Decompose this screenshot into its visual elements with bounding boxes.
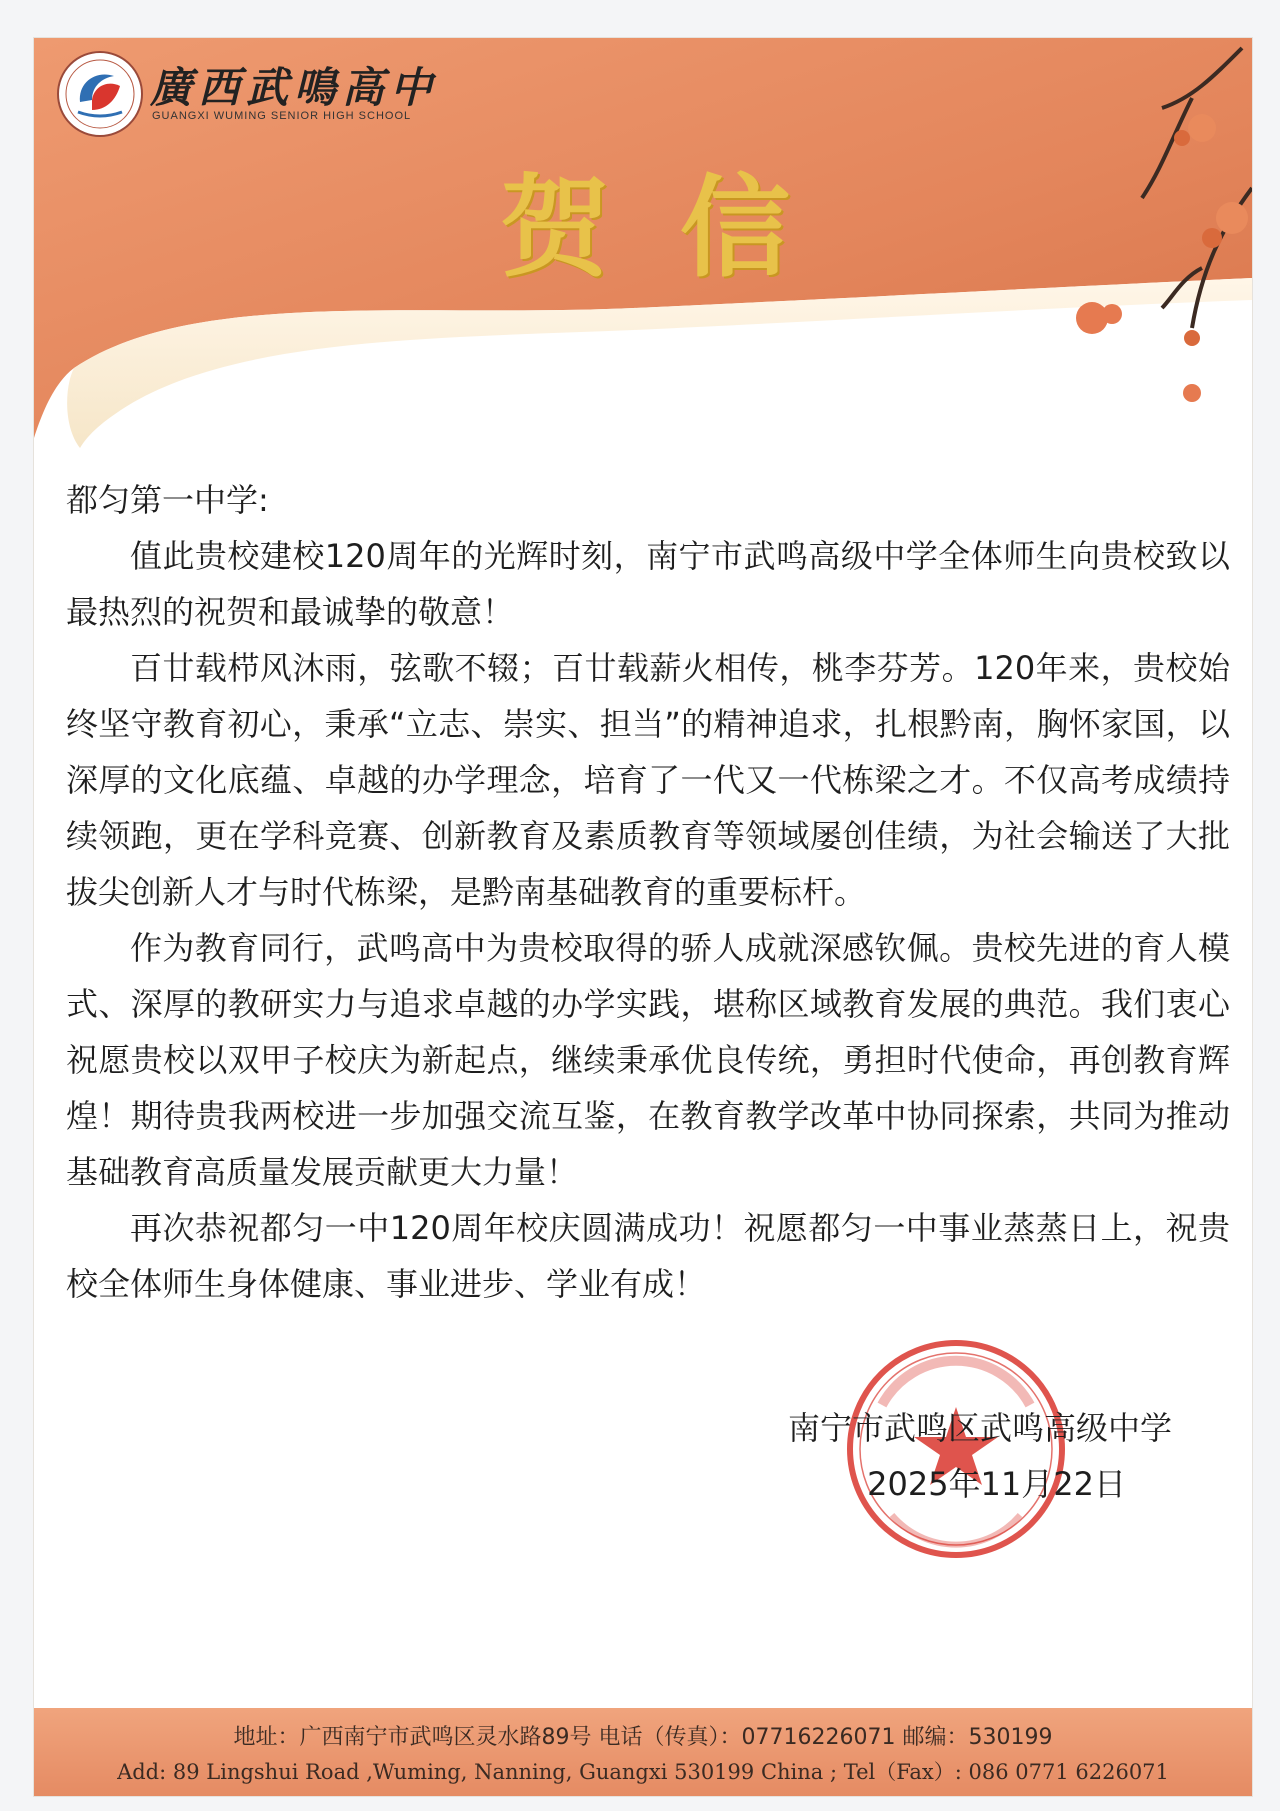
letter-title: 贺信 (500, 163, 860, 292)
school-name-english: GUANGXI WUMING SENIOR HIGH SCHOOL (152, 110, 412, 122)
school-name-chinese: 廣西武鳴高中 (150, 63, 439, 112)
signature-organization: 南宁市武鸣区武鸣高级中学 (787, 1409, 1172, 1447)
footer-address-chinese: 地址：广西南宁市武鸣区灵水路89号 电话（传真）：07716226071 邮编：530199 (233, 1725, 1053, 1750)
salutation: 都匀第一中学: (66, 481, 269, 519)
signature-date: 2025年11月22日 (867, 1465, 1126, 1503)
signature-block (788, 1400, 1172, 1512)
letter-body (66, 472, 1230, 1312)
footer-address-english: Add: 89 Lingshui Road ,Wuming, Nanning, Guangxi 530199 China ; Tel（Fax）: 086 0771 6226071 (117, 1760, 1169, 1784)
footer-band (34, 1708, 1252, 1796)
paragraph-1: 值此贵校建校120周年的光辉时刻，南宁市武鸣高级中学全体师生向贵校致以最热烈的祝贺和最诚挚的敬意！ (66, 537, 1230, 631)
paragraph-4: 再次恭祝都匀一中120周年校庆圆满成功！祝愿都匀一中事业蒸蒸日上，祝贵校全体师生身体健康、事业进步、学业有成！ (66, 1209, 1230, 1303)
paragraph-2: 百廿载栉风沐雨，弦歌不辍；百廿载薪火相传，桃李芬芳。120年来，贵校始终坚守教育初心，秉承“立志、崇实、担当”的精神追求，扎根黔南，胸怀家国，以深厚的文化底蕴、卓越的办学理念，培育了一代又一代栋梁之才。不仅高考成绩持续领跑，更在学科竞赛、创新教育及素质教育等领域屡创佳绩，为社会输送了大批拔尖创新人才与时代栋梁，是黔南基础教育的重要标杆。 (66, 649, 1230, 911)
paragraph-3: 作为教育同行，武鸣高中为贵校取得的骄人成就深感钦佩。贵校先进的育人模式、深厚的教研实力与追求卓越的办学实践，堪称区域教育发展的典范。我们衷心祝愿贵校以双甲子校庆为新起点，继续秉承优良传统，勇担时代使命，再创教育辉煌！期待贵我两校进一步加强交流互鉴，在教育教学改革中协同探索，共同为推动基础教育高质量发展贡献更大力量！ (66, 929, 1230, 1191)
school-logo-icon (56, 50, 144, 138)
plum-blossom-illustration (1042, 38, 1252, 458)
